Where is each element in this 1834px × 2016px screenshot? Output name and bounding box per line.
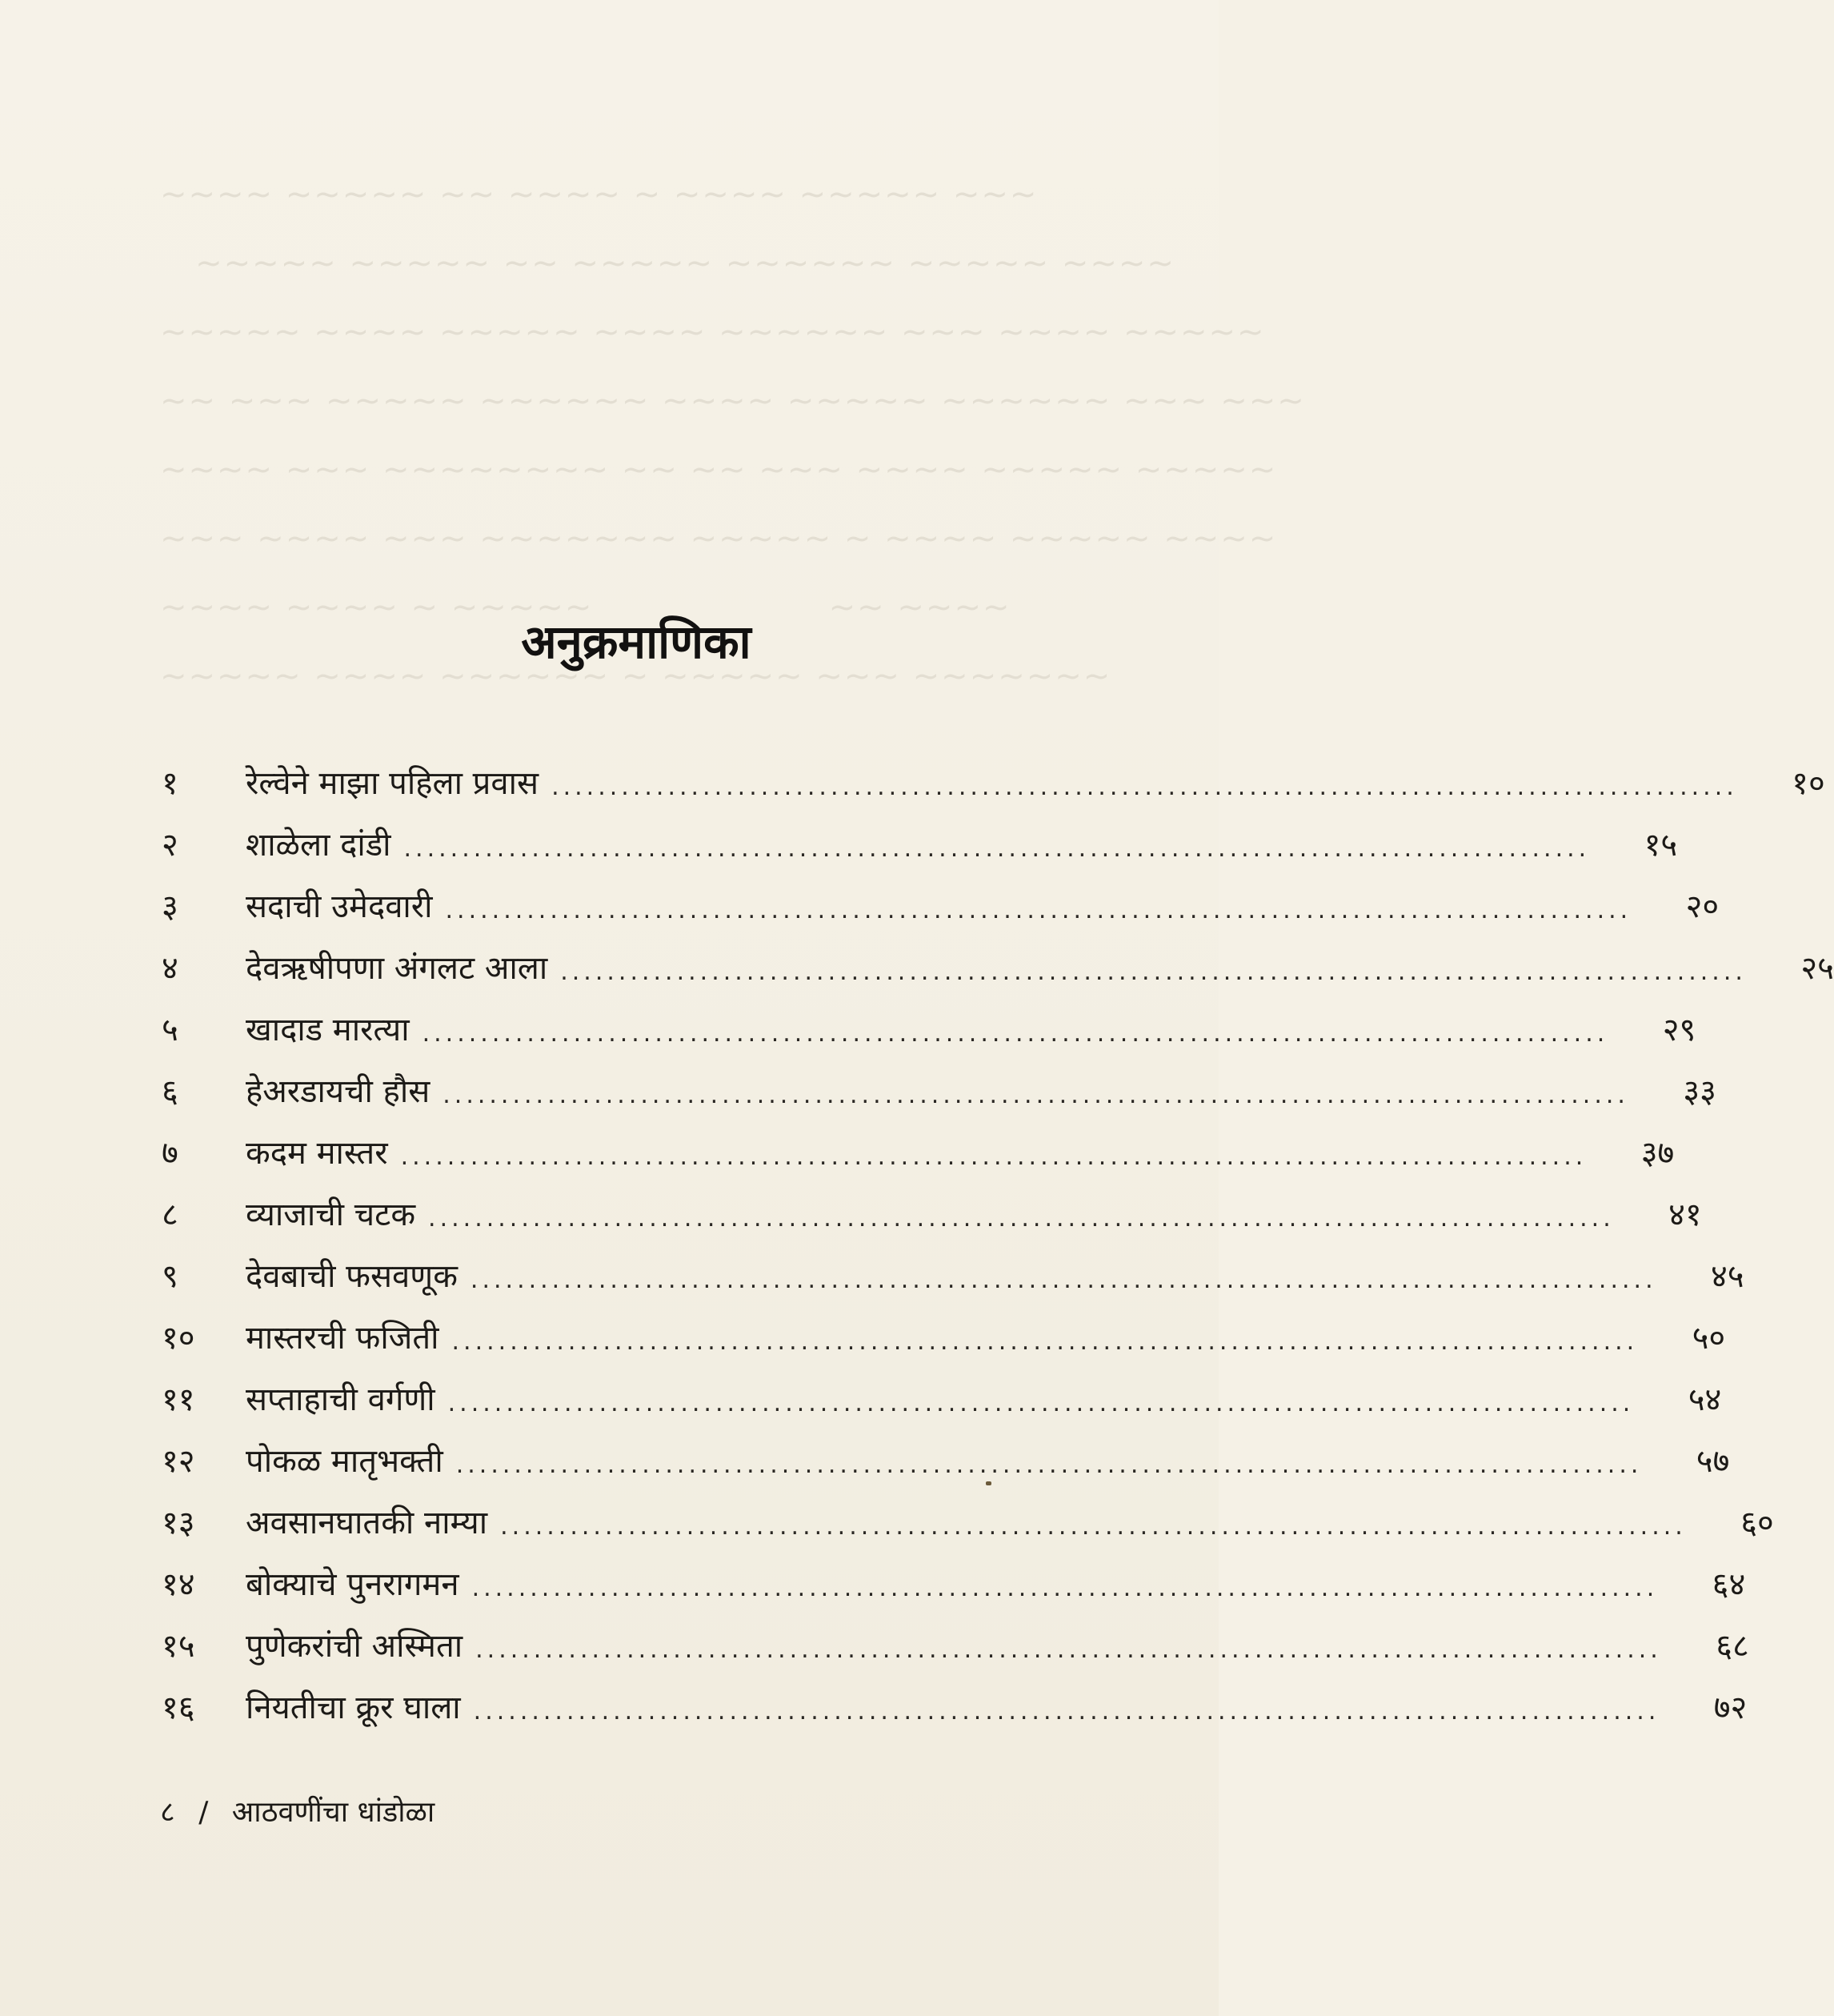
toc-row: [160, 1244, 1744, 1305]
toc-row: [160, 1613, 1749, 1675]
toc-row: [160, 1059, 1716, 1120]
chapter-number: ११: [162, 1381, 195, 1418]
chapter-title: रेल्वेने माझा पहिला प्रवास: [246, 765, 539, 802]
chapter-page: ६०: [1740, 1505, 1774, 1541]
chapter-number: ३: [162, 888, 178, 925]
toc-row: [160, 1182, 1702, 1244]
footer-book-title: आठवणींचा धांडोळा: [231, 1796, 435, 1829]
chapter-title: मास्तरची फजिती: [246, 1320, 439, 1357]
toc-row: [160, 1490, 1774, 1552]
dot-leader: ......................................................................................................: [455, 1451, 1643, 1479]
chapter-number: १६: [162, 1689, 195, 1726]
dot-leader: ......................................................................................................: [475, 1636, 1662, 1664]
chapter-title: व्याजाची चटक: [246, 1196, 416, 1233]
toc-row: [160, 1305, 1726, 1367]
dot-leader: ......................................................................................................: [471, 1574, 1659, 1602]
chapter-number: ५: [162, 1012, 178, 1048]
toc-row: [160, 1367, 1722, 1429]
chapter-page: १०: [1792, 765, 1825, 802]
chapter-title: हेअरडायची हौस: [246, 1073, 430, 1110]
chapter-page: २०: [1685, 888, 1720, 925]
dot-leader: ......................................................................................................: [447, 1389, 1635, 1417]
chapter-title: खादाड मारत्या: [246, 1012, 410, 1048]
dot-leader: ......................................................................................................: [560, 958, 1747, 986]
chapter-title: बोक्याचे पुनरागमन: [246, 1566, 459, 1603]
chapter-number: ९: [162, 1258, 178, 1295]
chapter-page: ४१: [1668, 1196, 1702, 1233]
chapter-title: कदम मास्तर: [246, 1135, 388, 1172]
toc-row: [160, 751, 1825, 812]
chapter-title: सप्ताहाची वर्गणी: [246, 1381, 435, 1418]
toc-row: [160, 812, 1678, 874]
footer-page-number: ८: [160, 1796, 175, 1829]
chapter-title: देवबाची फसवणूक: [246, 1258, 458, 1295]
footer-separator: /: [198, 1796, 209, 1829]
chapter-title: सदाची उमेदवारी: [246, 888, 433, 925]
chapter-title: शाळेला दांडी: [246, 827, 391, 864]
dot-leader: ......................................................................................................: [551, 773, 1738, 801]
chapter-page: १५: [1644, 827, 1678, 864]
chapter-page: ५७: [1696, 1443, 1730, 1480]
chapter-number: १३: [162, 1505, 195, 1541]
dot-leader: ......................................................................................................: [428, 1204, 1615, 1232]
chapter-page: ७२: [1713, 1689, 1748, 1726]
dot-leader: ......................................................................................................: [442, 1081, 1629, 1109]
toc-row: [160, 1552, 1746, 1613]
table-of-contents: [160, 751, 1834, 1737]
toc-row: [160, 874, 1720, 936]
chapter-number: ४: [162, 950, 178, 987]
show-through-text: ~~~~ ~~~~~ ~~ ~~~~ ~ ~~~~ ~~~~~ ~~~ ~~~~~ ~~~~~ ~~ ~~~~~ ~~~~~~ ~~~~~ ~~~~ ~~~~~ ~~~~ ~~~~~ ~~~~ ~~~~~~ ~~~ ~~~~ ~~~~~ ~~ ~~~ ~~~~~ ~~~~~~ ~~~~ ~~~~~ ~~~~~~ ~~~ ~~~ ~~~~ ~~~ ~~~~~~~~ ~~ ~~ ~~~ ~~~~ ~~~~~ ~~~~~ ~~~ ~~~~ ~~~ ~~~~~~~ ~~~~~ ~ ~~~~ ~~~~~ ~~~~ ~~~~ ~~~~ ~ ~~~~~ ~~ ~~~~ ~~~~~ ~~~~ ~~~~~~ ~ ~~~~~ ~~~ ~~~~~~~: [160, 176, 1306, 695]
chapter-page: ६८: [1716, 1628, 1749, 1665]
toc-row: [160, 1675, 1748, 1737]
dot-leader: ......................................................................................................: [500, 1513, 1687, 1541]
chapter-number: १४: [162, 1566, 195, 1603]
chapter-page: २९: [1662, 1012, 1696, 1048]
dot-leader: ......................................................................................................: [473, 1697, 1660, 1725]
dot-leader: ......................................................................................................: [400, 1143, 1588, 1171]
chapter-number: ६: [162, 1073, 178, 1110]
page-footer: [160, 1791, 434, 1830]
chapter-page: २५: [1800, 950, 1834, 987]
page-title: अनुक्रमाणिका: [521, 615, 751, 669]
chapter-page: ५०: [1692, 1320, 1726, 1357]
dot-leader: ......................................................................................................: [470, 1266, 1657, 1294]
chapter-number: १: [162, 765, 178, 802]
toc-row: [160, 1429, 1730, 1490]
chapter-number: २: [162, 827, 178, 864]
chapter-page: ३३: [1683, 1073, 1716, 1110]
toc-row: [160, 1120, 1675, 1182]
toc-row: [160, 936, 1834, 997]
dot-leader: ......................................................................................................: [451, 1328, 1639, 1356]
chapter-number: ८: [162, 1196, 178, 1233]
chapter-number: १०: [162, 1320, 195, 1357]
toc-row: [160, 997, 1696, 1059]
dot-leader: ......................................................................................................: [422, 1020, 1609, 1048]
chapter-title: पोकळ मातृभक्ती: [246, 1443, 443, 1480]
ink-speck: [986, 1481, 991, 1485]
chapter-number: ७: [162, 1135, 178, 1172]
chapter-page: ४५: [1711, 1258, 1744, 1295]
chapter-page: ५४: [1688, 1381, 1722, 1418]
chapter-title: पुणेकरांची अस्मिता: [246, 1628, 463, 1665]
dot-leader: ......................................................................................................: [445, 896, 1632, 924]
chapter-number: १५: [162, 1628, 195, 1665]
chapter-page: ३७: [1640, 1135, 1675, 1172]
chapter-page: ६४: [1712, 1566, 1746, 1603]
chapter-title: नियतीचा क्रूर घाला: [246, 1689, 461, 1726]
chapter-title: देवऋषीपणा अंगलट आला: [246, 950, 548, 987]
dot-leader: ......................................................................................................: [403, 835, 1591, 863]
chapter-title: अवसानघातकी नाम्या: [246, 1505, 488, 1541]
chapter-number: १२: [162, 1443, 195, 1480]
